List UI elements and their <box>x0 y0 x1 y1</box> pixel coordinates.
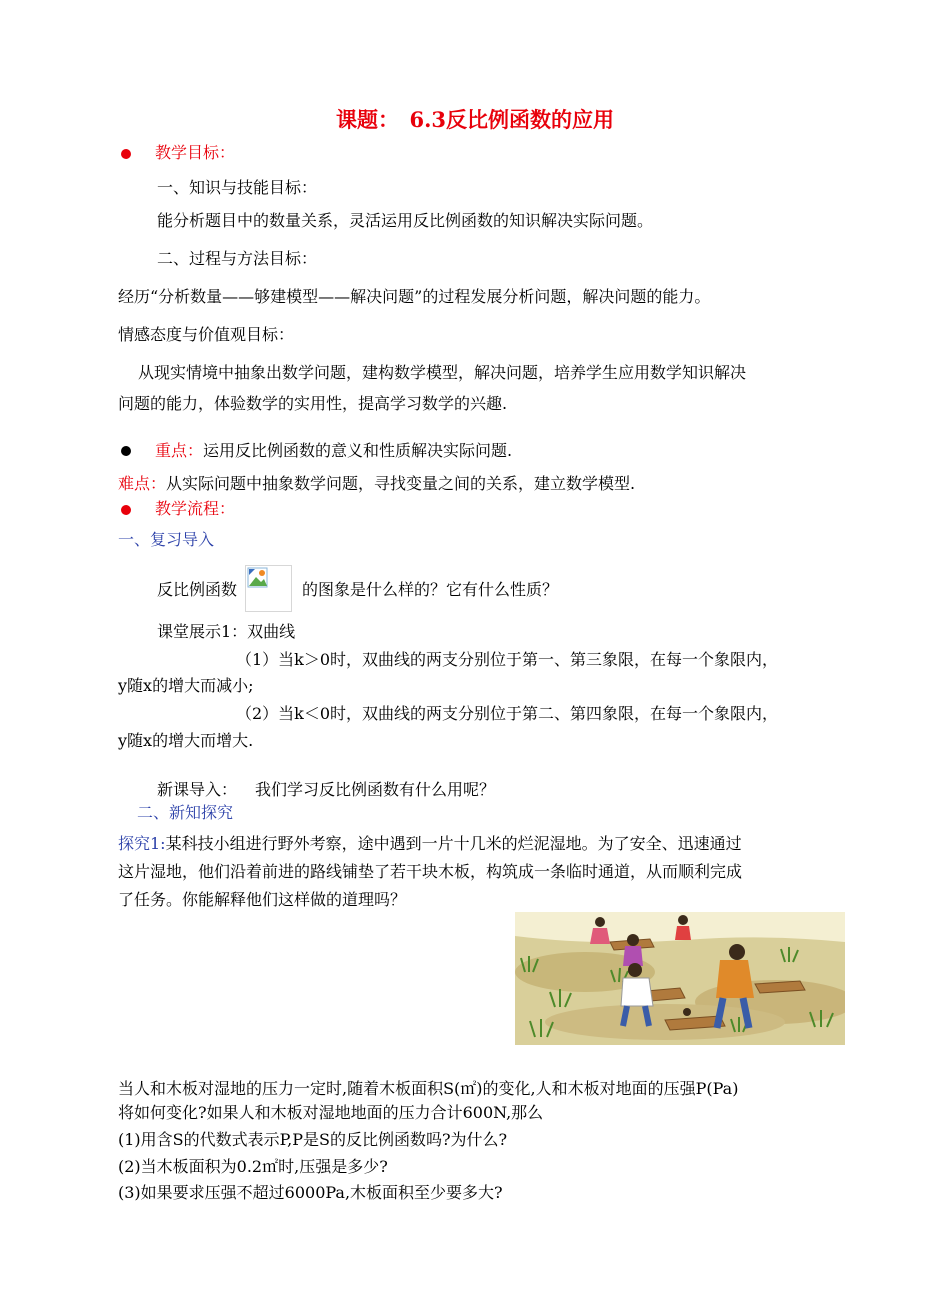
explore-text-line3: 了任务。你能解释他们这样做的道理吗？ <box>118 890 407 909</box>
review-heading: 一、复习导入 <box>118 530 215 549</box>
bullet-icon <box>121 505 131 515</box>
case2-line2: y随x的增大而增大. <box>118 731 254 750</box>
explore-line1 <box>118 834 742 854</box>
problem-line1: 当人和木板对湿地的压力一定时,随着木板面积S(㎡)的变化,人和木板对地面的压强P(Pa) <box>118 1079 739 1098</box>
wetland-illustration <box>515 912 845 1045</box>
explore-label: 探究1: <box>118 834 166 853</box>
explore-text-line1: 某科技小组进行野外考察，途中遇到一片十几米的烂泥湿地。为了安全、迅速通过 <box>165 834 742 853</box>
explore-heading: 二、新知探究 <box>137 803 234 822</box>
review-text-before: 反比例函数 <box>157 580 238 599</box>
case1-line1: （1）当k＞0时，双曲线的两支分别位于第一、第三象限，在每一个象限内， <box>236 650 779 669</box>
process-text: 经历“分析数量——够建模型——解决问题”的过程发展分析问题，解决问题的能力。 <box>118 287 711 306</box>
new-lesson-text: 我们学习反比例函数有什么用呢？ <box>255 780 496 799</box>
knowledge-text: 能分析题目中的数量关系，灵活运用反比例函数的知识解决实际问题。 <box>157 211 654 230</box>
knowledge-heading: 一、知识与技能目标： <box>157 178 318 197</box>
lesson-title: 课题： 6.3反比例函数的应用 <box>335 107 615 132</box>
difficulty-text: 从实际问题中抽象数学问题，寻找变量之间的关系，建立数学模型. <box>166 474 636 493</box>
flow-heading: 教学流程： <box>155 499 236 518</box>
key-point <box>155 441 512 461</box>
display-line: 课堂展示1：双曲线 <box>157 622 296 641</box>
difficulty-point <box>118 474 635 494</box>
problem-line2: 将如何变化?如果人和木板对湿地地面的压力合计600N,那么 <box>118 1103 544 1122</box>
objectives-heading: 教学目标： <box>155 143 236 162</box>
emotion-text-line2: 问题的能力，体验数学的实用性，提高学习数学的兴趣. <box>118 394 508 413</box>
emotion-heading: 情感态度与价值观目标： <box>118 325 295 344</box>
emotion-text-line1: 从现实情境中抽象出数学问题，建构数学模型，解决问题，培养学生应用数学知识解决 <box>138 363 747 382</box>
process-heading: 二、过程与方法目标： <box>157 249 318 268</box>
review-text-after: 的图象是什么样的？它有什么性质？ <box>302 580 559 599</box>
key-point-label: 重点： <box>155 441 204 460</box>
broken-image-icon <box>247 567 269 589</box>
question-3: (3)如果要求压强不超过6000Pa,木板面积至少要多大? <box>118 1183 503 1202</box>
key-point-text: 运用反比例函数的意义和性质解决实际问题. <box>203 441 513 460</box>
question-2: (2)当木板面积为0.2㎡时,压强是多少? <box>118 1157 388 1176</box>
case1-line2: y随x的增大而减小; <box>118 676 254 695</box>
new-lesson-label: 新课导入： <box>157 780 238 799</box>
question-1: (1)用含S的代数式表示P,P是S的反比例函数吗?为什么? <box>118 1130 508 1149</box>
formula-image-placeholder <box>245 565 292 612</box>
case2-line1: （2）当k＜0时，双曲线的两支分别位于第二、第四象限，在每一个象限内， <box>236 704 779 723</box>
bullet-icon <box>121 446 131 456</box>
difficulty-label: 难点： <box>118 474 167 493</box>
bullet-icon <box>121 149 131 159</box>
explore-text-line2: 这片湿地，他们沿着前进的路线铺垫了若干块木板，构筑成一条临时通道，从而顺利完成 <box>118 862 743 881</box>
